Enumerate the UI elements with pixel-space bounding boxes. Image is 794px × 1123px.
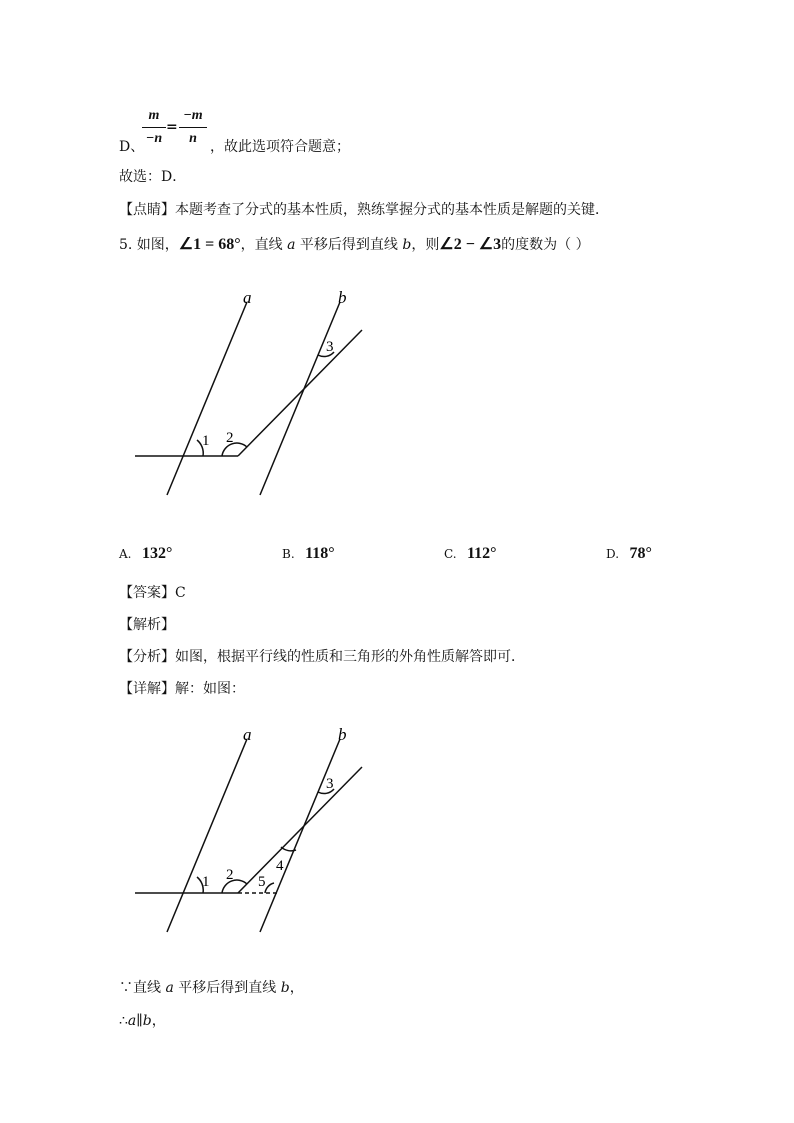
answer-line (119, 582, 186, 602)
comment-tag: 【点睛】 (119, 202, 175, 218)
xiangjie-line (119, 678, 245, 698)
transversal-line (238, 330, 362, 456)
fenxi-line (119, 646, 525, 666)
parallel-symbol: ∥ (136, 1013, 143, 1029)
option-c-value: 112° (467, 545, 497, 562)
therefore-var-a: a (127, 1013, 137, 1029)
label-4: 4 (276, 858, 284, 874)
var-b: b (402, 237, 412, 253)
because-text-2: 平移后得到直线 (173, 980, 281, 996)
label-a: a (243, 288, 252, 307)
xiangjie-text: 解：如图： (175, 681, 245, 697)
xiangjie-tag: 【详解】 (119, 681, 175, 697)
option-c[interactable] (444, 545, 497, 563)
because-var-a: a (165, 980, 174, 996)
label-5: 5 (258, 874, 266, 890)
line-b (260, 739, 340, 932)
because-text-1: 直线 (133, 980, 166, 996)
option-d-label: D、 (119, 139, 145, 155)
comment-text: 本题考查了分式的基本性质，熟练掌握分式的基本性质是解题的关键． (175, 202, 609, 218)
because-symbol: ∵ (119, 980, 133, 996)
fraction-2-bar (179, 127, 207, 128)
label-2: 2 (226, 867, 234, 883)
label-1: 1 (202, 874, 210, 890)
figure-2 (130, 722, 370, 937)
answer-tag: 【答案】 (119, 585, 175, 601)
question-5-number: 5. 如图， (119, 237, 179, 253)
question-5-stem (119, 234, 590, 254)
option-a-letter: A. (119, 547, 132, 561)
fraction-2-denominator: n (189, 131, 197, 146)
line-b (260, 302, 340, 495)
label-b: b (338, 725, 347, 744)
fraction-2-numerator: −m (183, 108, 203, 123)
fenxi-tag: 【分析】 (119, 649, 175, 665)
because-var-b: b (280, 980, 290, 996)
option-b-letter: B. (282, 547, 295, 561)
angle-condition: ∠1 = 68° (178, 236, 241, 253)
choose-line: 故选：D． (119, 169, 187, 185)
option-a[interactable] (119, 545, 172, 563)
fraction-1-denominator: −n (145, 131, 163, 146)
option-d-letter: D. (606, 547, 620, 561)
label-3: 3 (326, 339, 334, 355)
therefore-var-b: b (142, 1013, 152, 1029)
label-a: a (243, 725, 252, 744)
fraction-1-bar (142, 127, 166, 128)
therefore-symbol: ∴ (119, 1013, 128, 1029)
option-d[interactable] (606, 545, 652, 563)
answer-value: C (175, 585, 186, 601)
line-a (167, 302, 247, 495)
transversal-line (238, 767, 362, 893)
therefore-text: ， (151, 1013, 166, 1029)
therefore-line (119, 1010, 166, 1030)
angle-5-arc (265, 883, 274, 893)
because-line (119, 977, 304, 997)
stem-text-4: 的度数为（ ） (501, 237, 590, 253)
option-b[interactable] (282, 545, 335, 563)
stem-text-3: ，则 (411, 237, 440, 253)
stem-text-2: 平移后得到直线 (295, 237, 403, 253)
comment-line (119, 199, 609, 219)
angle-expression: ∠2 − ∠3 (439, 236, 502, 253)
label-b: b (338, 288, 347, 307)
option-d-tail: ，故此选项符合题意； (210, 139, 350, 155)
because-text-3: ， (289, 980, 304, 996)
analysis-header: 【解析】 (119, 617, 175, 633)
equals-sign: = (166, 119, 178, 135)
fenxi-text: 如图，根据平行线的性质和三角形的外角性质解答即可． (175, 649, 525, 665)
option-c-letter: C. (444, 547, 457, 561)
stem-text-1: ，直线 (240, 237, 288, 253)
label-1: 1 (202, 433, 210, 449)
var-a: a (287, 237, 296, 253)
label-2: 2 (226, 430, 234, 446)
option-a-value: 132° (141, 545, 173, 562)
label-3: 3 (326, 776, 334, 792)
fraction-1-numerator: m (148, 108, 160, 123)
line-a (167, 739, 247, 932)
option-b-value: 118° (305, 545, 335, 562)
figure-1 (130, 285, 370, 500)
option-d-value: 78° (629, 545, 652, 562)
